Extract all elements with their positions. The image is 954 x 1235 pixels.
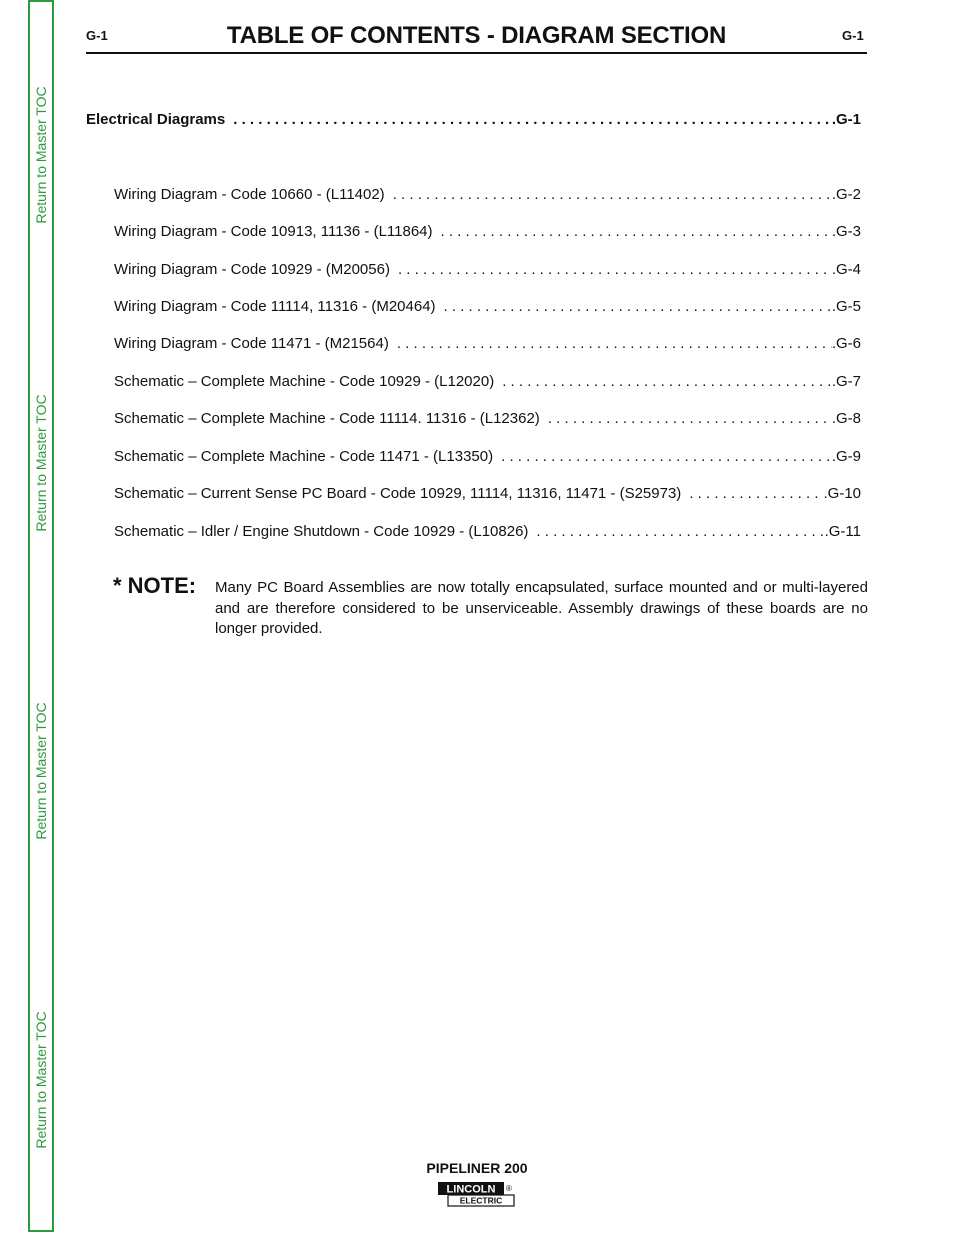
toc-entry[interactable] [114, 261, 861, 278]
toc-section-label: Electrical Diagrams [86, 111, 226, 128]
toc-section-page: .G-1 [831, 111, 861, 128]
toc-leader-dots [398, 261, 832, 278]
note-text: Many PC Board Assemblies are now totally encapsulated, surface mounted and or multi-layered and are therefore considered to be unserviceable. Assembly drawings of these boards are no longer provided. [215, 579, 868, 637]
page-code-right: G-1 [842, 28, 864, 43]
return-to-master-toc-label[interactable]: Return to Master TOC [33, 1011, 49, 1149]
toc-entry-label: Schematic – Complete Machine - Code 11471 - (L13350) [114, 448, 494, 465]
page-code-left: G-1 [86, 28, 108, 43]
toc-entry-label: Schematic – Complete Machine - Code 11114. 11316 - (L12362) [114, 410, 540, 427]
toc-entry-page: .G-3 [831, 223, 861, 240]
lincoln-electric-logo [437, 1181, 515, 1207]
toc-entry[interactable] [114, 373, 861, 390]
toc-entry-page: .G-6 [831, 335, 861, 352]
toc-entry-label: Wiring Diagram - Code 11114, 11316 - (M20464) [114, 298, 436, 315]
return-to-master-toc-label[interactable]: Return to Master TOC [33, 86, 49, 224]
return-to-master-toc-label[interactable]: Return to Master TOC [33, 394, 49, 532]
toc-entry-page: .G-8 [831, 410, 861, 427]
logo-bottom-text: ELECTRIC [459, 1195, 503, 1206]
toc-entry-page: .G-10 [823, 485, 861, 502]
toc-entry[interactable] [114, 186, 861, 203]
toc-entry-page: .G-5 [831, 298, 861, 315]
toc-section-electrical-diagrams[interactable] [86, 111, 861, 128]
toc-entry-label: Schematic – Complete Machine - Code 10929 - (L12020) [114, 373, 495, 390]
toc-entry-label: Wiring Diagram - Code 11471 - (M21564) [114, 335, 389, 352]
toc-entry-page: .G-2 [831, 186, 861, 203]
toc-leader-dots [536, 523, 824, 540]
toc-entry[interactable] [114, 485, 861, 502]
logo-registered-mark: ® [506, 1184, 512, 1193]
toc-entry[interactable] [114, 448, 861, 465]
note-label: * NOTE: [113, 573, 197, 598]
toc-leader-dots [444, 298, 832, 315]
footer-model-name: PIPELINER 200 [426, 1160, 528, 1176]
toc-leader-dots [441, 223, 832, 240]
toc-entry-label: Wiring Diagram - Code 10660 - (L11402) [114, 186, 385, 203]
toc-entry-page: .G-9 [831, 448, 861, 465]
toc-leader-dots [501, 448, 832, 465]
toc-entry-page: .G-11 [824, 523, 861, 540]
toc-entry[interactable] [114, 523, 861, 540]
toc-leader-dots [548, 410, 832, 427]
toc-entry[interactable] [114, 335, 861, 352]
toc-entry-label: Schematic – Idler / Engine Shutdown - Code 10929 - (L10826) [114, 523, 529, 540]
header-rule [86, 52, 867, 54]
toc-entry-label: Wiring Diagram - Code 10913, 11136 - (L11864) [114, 223, 433, 240]
toc-entry[interactable] [114, 298, 861, 315]
logo-top-text: LINCOLN [446, 1183, 496, 1196]
toc-entry[interactable] [114, 410, 861, 427]
toc-entry-page: .G-7 [831, 373, 861, 390]
toc-entry-label: Wiring Diagram - Code 10929 - (M20056) [114, 261, 390, 278]
toc-leader-dots [393, 186, 832, 203]
toc-leader-dots [502, 373, 832, 390]
page-title: TABLE OF CONTENTS - DIAGRAM SECTION [226, 22, 727, 49]
toc-entry[interactable] [114, 223, 861, 240]
return-to-master-toc-label[interactable]: Return to Master TOC [33, 702, 49, 840]
toc-leader-dots [689, 485, 823, 502]
toc-entry-page: .G-4 [831, 261, 861, 278]
toc-entry-label: Schematic – Current Sense PC Board - Code 10929, 11114, 11316, 11471 - (S25973) [114, 485, 682, 502]
toc-leader-dots [233, 111, 832, 128]
toc-leader-dots [397, 335, 832, 352]
